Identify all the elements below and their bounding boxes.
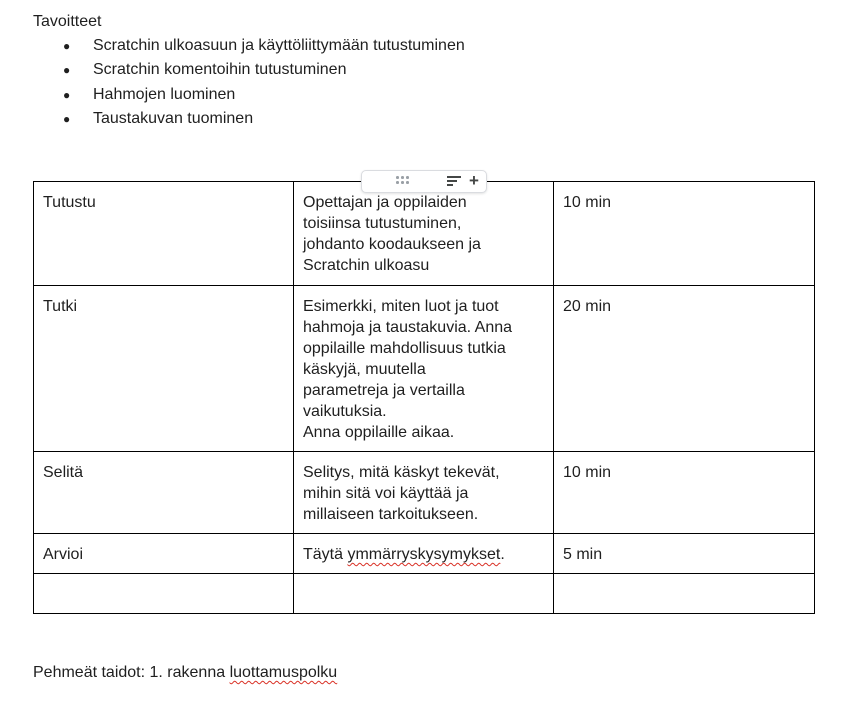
- goal-item: [0, 109, 465, 133]
- duration-cell[interactable]: [554, 286, 815, 452]
- duration-cell[interactable]: [554, 182, 815, 286]
- misspelled-word[interactable]: ymmärryskysymykset: [347, 546, 501, 563]
- description-line: hahmoja ja taustakuvia. Anna: [303, 319, 513, 336]
- phase-label: Selitä: [43, 464, 84, 481]
- duration-label: 10 min: [563, 194, 612, 211]
- goal-text: Hahmojen luominen: [93, 85, 236, 103]
- description-line: Esimerkki, miten luot ja tuot: [303, 298, 499, 315]
- bullet-icon: ●: [63, 39, 71, 53]
- goal-text: Taustakuvan tuominen: [93, 109, 254, 127]
- drag-handle-icon[interactable]: [396, 176, 410, 186]
- description-line: Scratchin ulkoasu: [303, 257, 430, 274]
- goal-item: [0, 36, 465, 60]
- goals-list: [0, 36, 465, 133]
- bullet-icon: ●: [63, 87, 71, 102]
- phase-label: Tutustu: [43, 194, 96, 211]
- table-row: [34, 534, 815, 574]
- phase-cell[interactable]: [34, 452, 294, 534]
- description-prefix: Täytä: [303, 546, 348, 563]
- misspelled-word[interactable]: luottamuspolku: [229, 664, 338, 681]
- table-row: [34, 182, 815, 286]
- goal-item: [0, 60, 465, 84]
- phase-cell[interactable]: [34, 534, 294, 574]
- phase-cell[interactable]: [34, 182, 294, 286]
- duration-label: 20 min: [563, 298, 612, 315]
- table-row: [34, 286, 815, 452]
- description-line: Anna oppilaille aikaa.: [303, 424, 455, 441]
- description-cell[interactable]: [294, 452, 554, 534]
- goal-text: Scratchin komentoihin tutustuminen: [93, 61, 347, 79]
- bullet-icon: ●: [63, 111, 71, 126]
- description-line: oppilaille mahdollisuus tutkia: [303, 340, 506, 357]
- description-suffix: .: [500, 546, 505, 563]
- table-row: [34, 452, 815, 534]
- description-cell[interactable]: [294, 534, 554, 574]
- bullet-icon: ●: [63, 63, 71, 78]
- description-line: toisiinsa tutustuminen,: [303, 215, 462, 232]
- duration-label: 10 min: [563, 464, 612, 481]
- phase-label: Tutki: [43, 298, 78, 315]
- phase-label: Arvioi: [43, 546, 84, 563]
- description-cell[interactable]: [294, 286, 554, 452]
- description-cell[interactable]: [294, 182, 554, 286]
- table-row: [34, 574, 815, 614]
- description-line: mihin sitä voi käyttää ja: [303, 485, 469, 502]
- goals-heading: Tavoitteet: [33, 13, 102, 30]
- duration-cell[interactable]: [554, 534, 815, 574]
- duration-label: 5 min: [563, 546, 603, 563]
- description-line: millaiseen tarkoitukseen.: [303, 506, 479, 523]
- description-line: johdanto koodaukseen ja: [303, 236, 481, 253]
- empty-cell[interactable]: [294, 574, 554, 614]
- description-line: käskyjä, muutella: [303, 361, 426, 378]
- soft-skills-line: [33, 663, 337, 683]
- duration-cell[interactable]: [554, 452, 815, 534]
- goal-text: Scratchin ulkoasuun ja käyttöliittymään tutustuminen: [93, 37, 465, 54]
- sort-icon[interactable]: [447, 176, 461, 187]
- soft-skills-prefix: Pehmeät taidot: 1. rakenna: [33, 664, 230, 681]
- empty-cell[interactable]: [34, 574, 294, 614]
- description-line: vaikutuksia.: [303, 403, 387, 420]
- description-line: parametreja ja vertailla: [303, 382, 465, 399]
- table-toolbar: [361, 170, 487, 193]
- empty-cell[interactable]: [554, 574, 815, 614]
- description-line: Selitys, mitä käskyt tekevät,: [303, 464, 500, 481]
- lesson-plan-table: [33, 181, 815, 614]
- description-line: Opettajan ja oppilaiden: [303, 194, 467, 211]
- phase-cell[interactable]: [34, 286, 294, 452]
- goal-item: [0, 85, 465, 109]
- plus-icon[interactable]: +: [469, 171, 479, 190]
